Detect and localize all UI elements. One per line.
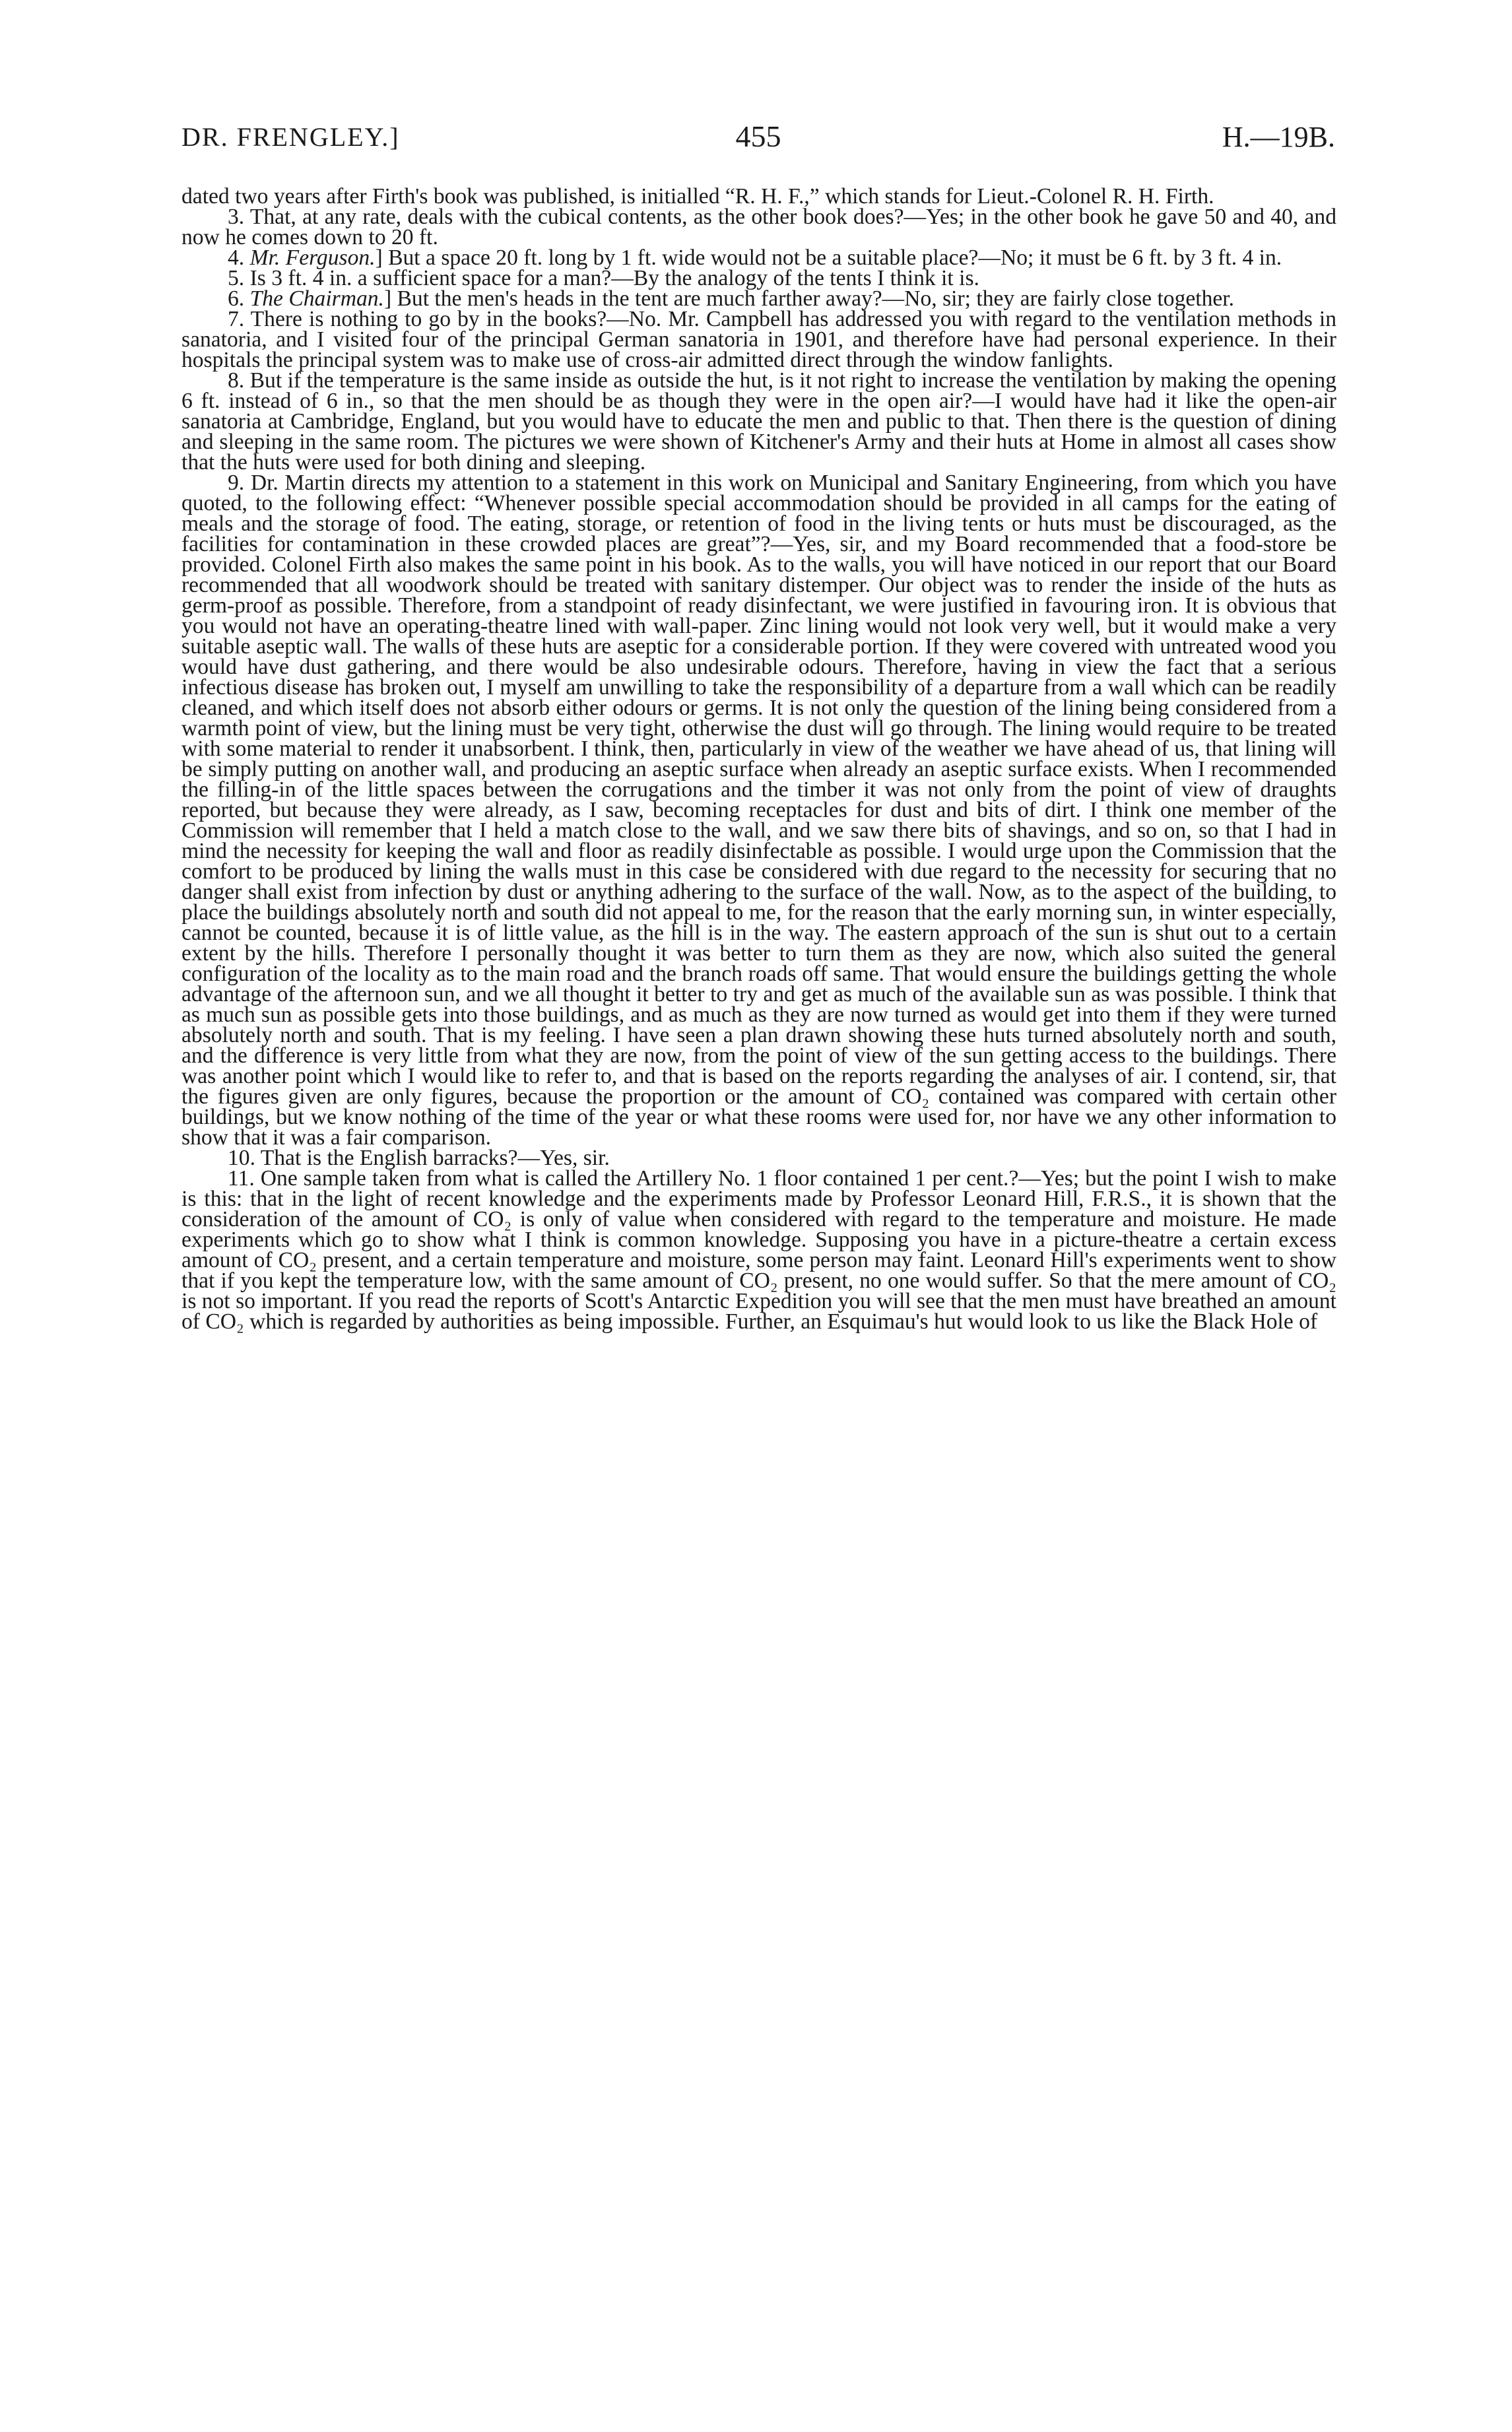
paragraph-q4: 4. Mr. Ferguson.] But a space 20 ft. long by 1 ft. wide would not be a suitable place?—No; it must be 6 ft. by 3 ft. 4 in. <box>228 246 1282 270</box>
header-speaker: DR. FRENGLEY.] <box>181 122 400 152</box>
paragraph-q9: 9. Dr. Martin directs my attention to a statement in this work on Municipal and Sanitary Engineering, from which you have quoted, to the following effect: “Whenever possible special accommodation should be provided in all camps for the eating of meals and the storage of food. The eating, storage, or retention of food in the living tents or huts must be discouraged, as the facilities for contamination in these crowded places are great”?—Yes, sir, and my Board recommended that a food-store be provided. Colonel Firth also makes the same point in his book. As to the walls, you will have noticed in our report that our Board recommended that all woodwork should be treated with sanitary distemper. Our object was to render the inside of the huts as germ-proof as possible. Therefore, from a standpoint of ready disinfectant, we were justified in favouring iron. It is obvious that you would not have an operating-theatre lined with wall-paper. Zinc lining would not look very well, but it would make a very suitable aseptic wall. The walls of these huts are aseptic for a considerable portion. If they were covered with untreated wood you would have dust gathering, and there would be also undesirable odours. Therefore, having in view the fact that a serious infectious disease has broken out, I myself am unwilling to take the responsibility of a departure from a wall which can be readily cleaned, and which itself does not absorb either odours or germs. It is not only the question of the lining being considered from a warmth point of view, but the lining must be very tight, otherwise the dust will go through. The lining would require to be treated with some material to render it unabsorbent. I think, then, particularly in view of the weather we have ahead of us, that lining will be simply putting on another wall, and producing an aseptic surface when already an aseptic surface exists. When I recommended the filling-in of the little spaces between the corrugations and the timber it was not only from the point of view of draughts reported, but because they were already, as I saw, becoming receptacles for dust and bits of dirt. I think one member of the Commission will remember that I held a match close to the wall, and we saw there bits of shavings, and so on, so that I had in mind the necessity for keeping the wall and floor as readily disinfectable as possible. I would urge upon the Commission that the comfort to be produced by lining the walls must in this case be considered with due regard to the necessity for securing that no danger shall exist from infection by dust or anything adhering to the surface of the wall. Now, as to the aspect of the building, to place the buildings absolutely north and south did not appeal to me, for the reason that the early morning sun, in winter especially, cannot be counted, because it is of little value, as the hill is in the way. The eastern approach of the sun is shut out to a certain extent by the hills. Therefore I personally thought it was better to turn them as they are now, which also suited the general configuration of the locality as to the main road and the branch roads off same. That would ensure the buildings getting the whole advantage of the afternoon sun, and we all thought it better to try and get as much of the available sun as was possible. I think that as much sun as possible gets into those buildings, and as much as they are now turned as would get into them if they were turned absolutely north and south. That is my feeling. I have seen a plan drawn showing these huts turned absolutely north and south, and the difference is very little from what they are now, from the point of view of the sun getting access to the buildings. There was another point which I would like to refer to, and that is based on the reports regarding the analyses of air. I contend, sir, that the figures given are only figures, because the proportion or the amount of CO₂ contained was compared with certain other buildings, but we know nothing of the time of the year or what these rooms were used for, nor have we any other information to show that it was a fair comparison. <box>181 471 1336 1150</box>
document-reference: H.—19B. <box>1222 121 1335 153</box>
paragraph-q8: 8. But if the temperature is the same inside as outside the hut, is it not right to increase the ventilation by making the opening 6 ft. instead of 6 in., so that the men should be as though they were in the open air?—I would have had it like the open-air sanatoria at Cambridge, England, but you would have to educate the men and public to that. Then there is the question of dining and sleeping in the same room. The pictures we were shown of Kitchener's Army and their huts at Home in almost all cases show that the huts were used for both dining and sleeping. <box>181 368 1336 475</box>
page-header <box>181 119 1335 158</box>
paragraph-q3: 3. That, at any rate, deals with the cubical contents, as the other book does?—Yes; in the other book he gave 50 and 40, and now he comes down to 20 ft. <box>181 205 1336 249</box>
paragraph-q6: 6. The Chairman.] But the men's heads in the tent are much farther away?—No, sir; they are fairly close together. <box>228 286 1235 311</box>
page-number: 455 <box>735 119 781 153</box>
paragraph-q11: 11. One sample taken from what is called the Artillery No. 1 floor contained 1 per cent.?—Yes; but the point I wish to make is this: that in the light of recent knowledge and the experiments made by Professor Leonard Hill, F.R.S., it is shown that the consideration of the amount of CO₂ is only of value when considered with regard to the temperature and moisture. He made experiments which go to show what I think is common knowledge. Supposing you have in a picture-theatre a certain excess amount of CO₂ present, and a certain temperature and moisture, some person may faint. Leonard Hill's experiments went to show that if you kept the temperature low, with the same amount of CO₂ present, no one would suffer. So that the mere amount of CO₂ is not so important. If you read the reports of Scott's Antarctic Expedition you will see that the men must have breathed an amount of CO₂ which is regarded by authorities as being impossible. Further, an Esquimau's hut would look to us like the Black Hole of <box>181 1166 1336 1334</box>
paragraph-q7: 7. There is nothing to go by in the books?—No. Mr. Campbell has addressed you with regard to the ventilation methods in sanatoria, and I visited four of the principal German sanatoria in 1901, and therefore have had personal experience. In their hospitals the principal system was to make use of cross-air admitted direct through the window fanlights. <box>181 307 1336 372</box>
paragraph-q10: 10. That is the English barracks?—Yes, sir. <box>228 1146 610 1170</box>
paragraph-continued: dated two years after Firth's book was published, is initialled “R. H. F.,” which stands for Lieut.-Colonel R. H. Firth. <box>181 184 1214 209</box>
speaker-name: Mr. Ferguson. <box>249 246 376 270</box>
speaker-name: The Chairman. <box>249 286 384 311</box>
paragraph-q5: 5. Is 3 ft. 4 in. a sufficient space for a man?—By the analogy of the tents I think it is. <box>228 266 979 290</box>
page-body <box>181 186 1336 1332</box>
